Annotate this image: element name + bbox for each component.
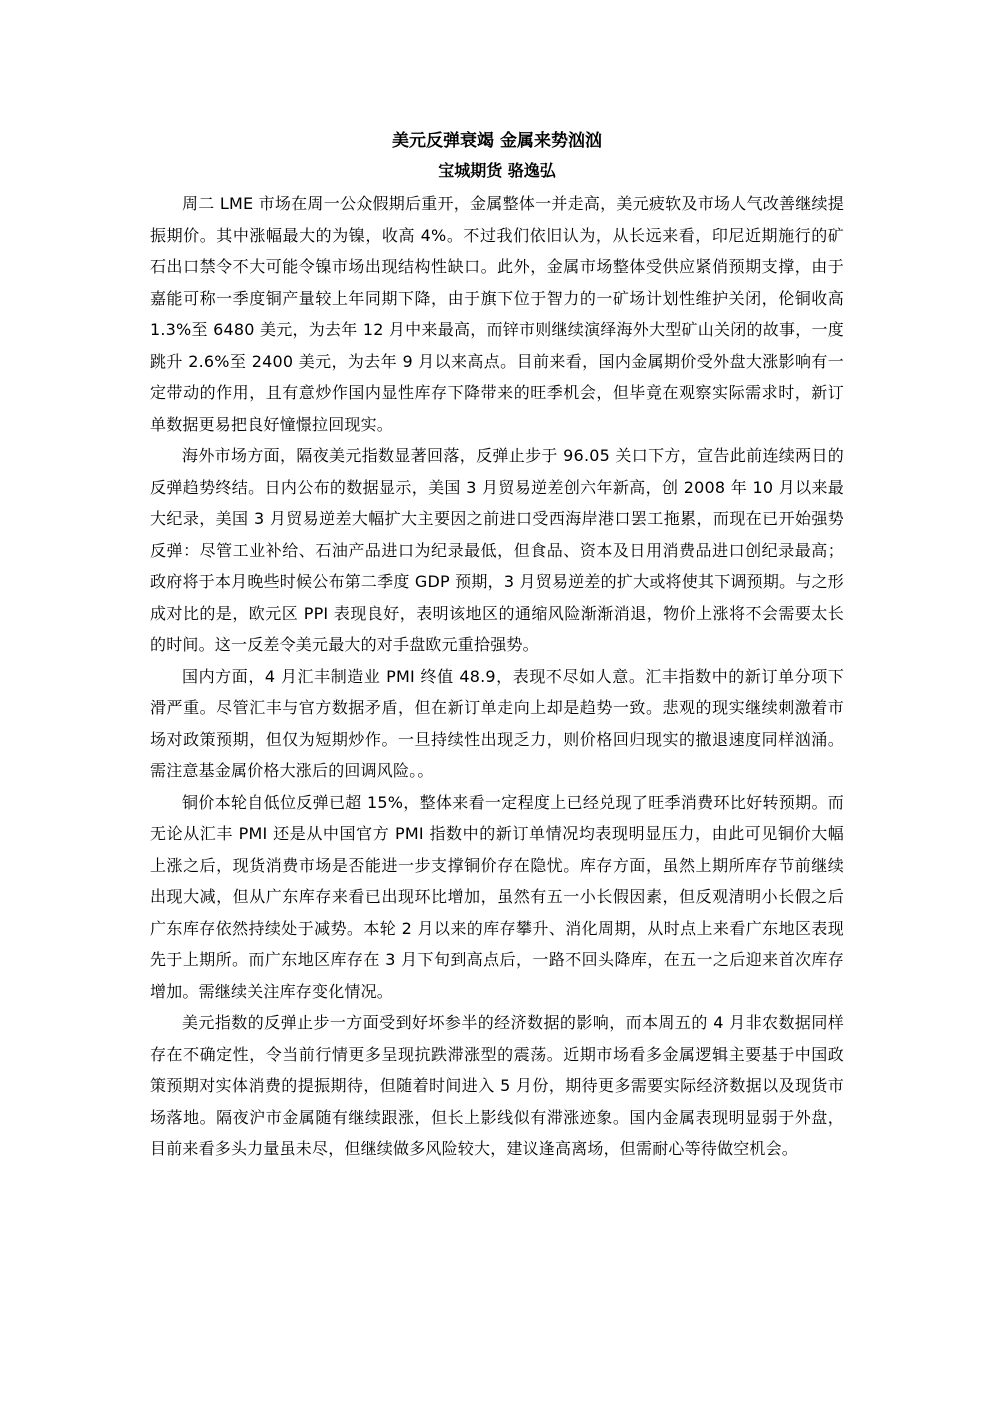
paragraph-copper-inventory: 铜价本轮自低位反弹已超 15%，整体来看一定程度上已经兑现了旺季消费环比好转预期。而无论从汇丰 PMI 还是从中国官方 PMI 指数中的新订单情况均表现明显压力，由此可见铜价大幅上涨之后，现货消费市场是否能进一步支撑铜价存在隐忧。库存方面，虽然上期所库存节前继续出现大减，但从广东库存来看已出现环比增加，虽然有五一小长假因素，但反观清明小长假之后广东库存依然持续处于减势。本轮 2 月以来的库存攀升、消化周期，从时点上来看广东地区表现先于上期所。而广东地区库存在 3 月下旬到高点后，一路不回头降库，在五一之后迎来首次库存增加。需继续关注库存变化情况。 [150, 792, 844, 1001]
paragraph-dollar-outlook: 美元指数的反弹止步一方面受到好坏参半的经济数据的影响，而本周五的 4 月非农数据同样存在不确定性，令当前行情更多呈现抗跌滞涨型的震荡。近期市场看多金属逻辑主要基于中国政策预期对实体消费的提振期待，但随着时间进入 5 月份，期待更多需要实际经济数据以及现货市场落地。隔夜沪市金属随有继续跟涨，但长上影线似有滞涨迹象。国内金属表现明显弱于外盘，目前来看多头力量虽未尽，但继续做多风险较大，建议逢高离场，但需耐心等待做空机会。 [150, 1013, 844, 1158]
document-author: 宝城期货 骆逸弘 [438, 161, 556, 180]
paragraph-overseas-market: 海外市场方面，隔夜美元指数显著回落，反弹止步于 96.05 关口下方，宣告此前连续两日的反弹趋势终结。日内公布的数据显示，美国 3 月贸易逆差创六年新高，创 2008 年 10 月以来最大纪录，美国 3 月贸易逆差大幅扩大主要因之前进口受西海岸港口罢工拖累，而现在已开始强势反弹：尽管工业补给、石油产品进口为纪录最低，但食品、资本及日用消费品进口创纪录最高；政府将于本月晚些时候公布第二季度 GDP 预期，3 月贸易逆差的扩大或将使其下调预期。与之形成对比的是，欧元区 PPI 表现良好，表明该地区的通缩风险渐渐消退，物价上涨将不会需要太长的时间。这一反差令美元最大的对手盘欧元重拾强势。 [150, 446, 844, 654]
paragraph-domestic-market: 国内方面，4 月汇丰制造业 PMI 终值 48.9，表现不尽如人意。汇丰指数中的新订单分项下滑严重。尽管汇丰与官方数据矛盾，但在新订单走向上却是趋势一致。悲观的现实继续刺激着市场对政策预期，但仅为短期炒作。一旦持续性出现乏力，则价格回归现实的撤退速度同样汹涌。需注意基金属价格大涨后的回调风险。。 [150, 666, 844, 780]
document-title: 美元反弹衰竭 金属来势汹汹 [392, 131, 602, 151]
document-page [150, 126, 844, 1165]
paragraph-lme-market: 周二 LME 市场在周一公众假期后重开，金属整体一并走高，美元疲软及市场人气改善继续提振期价。其中涨幅最大的为镍，收高 4%。不过我们依旧认为，从长远来看，印尼近期施行的矿石出口禁令不大可能令镍市场出现结构性缺口。此外，金属市场整体受供应紧俏预期支撑，由于嘉能可称一季度铜产量较上年同期下降，由于旗下位于智力的一矿场计划性维护关闭，伦铜收高 1.3%至 6480 美元，为去年 12 月中来最高，而锌市则继续演绎海外大型矿山关闭的故事，一度跳升 2.6%至 2400 美元，为去年 9 月以来高点。目前来看，国内金属期价受外盘大涨影响有一定带动的作用，且有意炒作国内显性库存下降带来的旺季机会，但毕竟在观察实际需求时，新订单数据更易把良好憧憬拉回现实。 [150, 194, 844, 434]
